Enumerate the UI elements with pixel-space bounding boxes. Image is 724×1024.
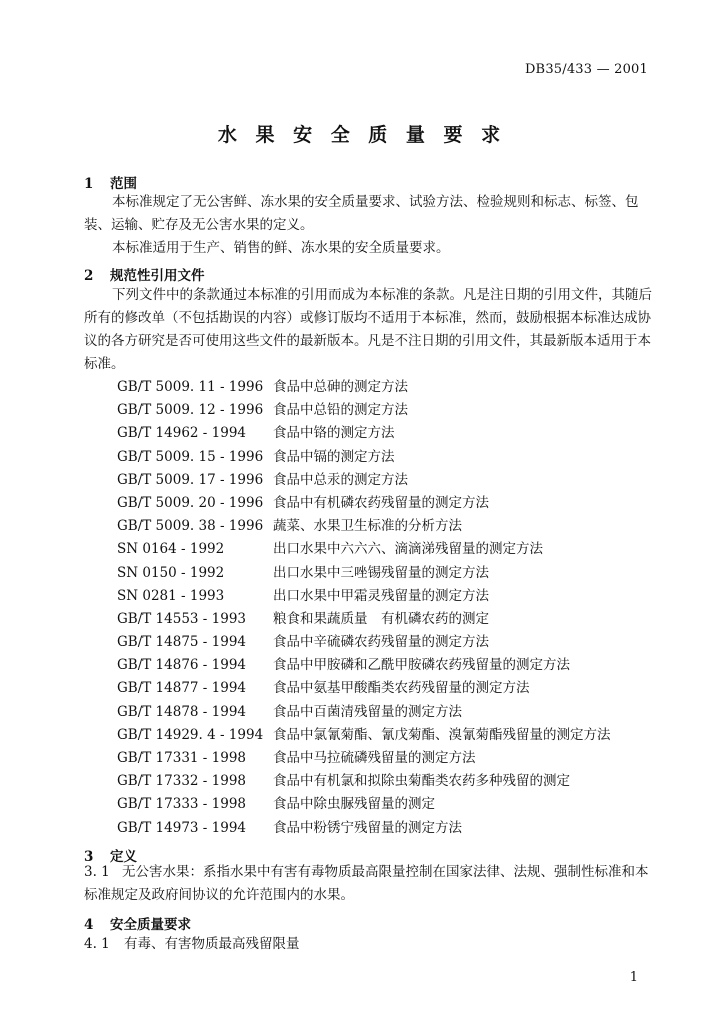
reference-row bbox=[117, 608, 653, 631]
section-title: 规范性引用文件 bbox=[110, 268, 205, 284]
reference-code: SN 0150 - 1992 bbox=[117, 564, 225, 581]
reference-row bbox=[117, 817, 653, 840]
reference-code: GB/T 14973 - 1994 bbox=[117, 819, 246, 836]
reference-row bbox=[117, 747, 653, 770]
reference-title: 食品中有机氯和拟除虫菊酯类农药多种残留的测定 bbox=[273, 773, 570, 790]
reference-code: GB/T 14553 - 1993 bbox=[117, 610, 246, 627]
item-number: 3. 1 bbox=[84, 864, 110, 880]
section-title: 安全质量要求 bbox=[110, 917, 191, 933]
reference-code: GB/T 5009. 15 - 1996 bbox=[117, 448, 264, 465]
reference-code: SN 0164 - 1992 bbox=[117, 541, 225, 558]
reference-row bbox=[117, 515, 653, 538]
reference-title: 出口水果中六六六、滴滴涕残留量的测定方法 bbox=[273, 541, 543, 558]
reference-code: GB/T 14878 - 1994 bbox=[117, 703, 246, 720]
section-2-paragraph: 下列文件中的条款通过本标准的引用而成为本标准的条款。凡是注日期的引用文件，其随后所有的修改单（不包括勘误的内容）或修订版均不适用于本标准，然而，鼓励根据本标准达成协议的各方研究是否可使用这些文件的最新版本。凡是不注日期的引用文件，其最新版本适用于本标准。 bbox=[84, 287, 652, 372]
reference-row bbox=[117, 422, 653, 445]
reference-row bbox=[117, 562, 653, 585]
reference-code: GB/T 17333 - 1998 bbox=[117, 796, 246, 813]
reference-code: GB/T 17332 - 1998 bbox=[117, 773, 246, 790]
reference-code: GB/T 17331 - 1998 bbox=[117, 750, 246, 766]
page-number: 1 bbox=[629, 970, 638, 985]
reference-title: 出口水果中三唑锡残留量的测定方法 bbox=[273, 564, 489, 581]
section-1-paragraph-2: 本标准适用于生产、销售的鲜、冻水果的安全质量要求。 bbox=[112, 240, 450, 256]
section-4-1-paragraph bbox=[84, 933, 654, 956]
section-number: 1 bbox=[84, 176, 94, 192]
reference-row bbox=[117, 376, 653, 399]
reference-title: 食品中氨基甲酸酯类农药残留量的测定方法 bbox=[273, 680, 530, 697]
section-4-heading bbox=[84, 913, 191, 933]
reference-row bbox=[117, 770, 653, 793]
section-number: 2 bbox=[84, 268, 94, 284]
item-text: 有毒、有害物质最高残留限量 bbox=[124, 936, 300, 952]
reference-code: GB/T 14929. 4 - 1994 bbox=[117, 726, 264, 743]
reference-row bbox=[117, 793, 653, 816]
reference-code: GB/T 5009. 20 - 1996 bbox=[117, 494, 264, 511]
reference-code: GB/T 14962 - 1994 bbox=[117, 425, 246, 442]
reference-code: GB/T 5009. 17 - 1996 bbox=[117, 471, 264, 488]
reference-title: 食品中甲胺磷和乙酰甲胺磷农药残留量的测定方法 bbox=[273, 657, 570, 674]
reference-row bbox=[117, 654, 653, 677]
section-2-heading bbox=[84, 264, 205, 284]
reference-title: 食品中氯氰菊酯、氰戊菊酯、溴氰菊酯残留量的测定方法 bbox=[273, 726, 611, 743]
standard-code: DB35/433 — 2001 bbox=[524, 62, 648, 77]
reference-code: GB/T 5009. 38 - 1996 bbox=[117, 518, 264, 535]
reference-row bbox=[117, 399, 653, 422]
reference-title: 食品中铬的测定方法 bbox=[273, 425, 395, 442]
reference-title: 食品中总汞的测定方法 bbox=[273, 471, 408, 488]
reference-title: 粮食和果蔬质量 有机磷农药的测定 bbox=[273, 610, 489, 627]
section-number: 4 bbox=[84, 917, 94, 933]
reference-title: 出口水果中甲霜灵残留量的测定方法 bbox=[273, 587, 489, 604]
reference-row bbox=[117, 446, 653, 469]
reference-list bbox=[117, 376, 653, 840]
item-text: 无公害水果：系指水果中有害有毒物质最高限量控制在国家法律、法规、强制性标准和本标准规定及政府间协议的允许范围内的水果。 bbox=[84, 864, 649, 903]
reference-title: 食品中有机磷农药残留量的测定方法 bbox=[273, 494, 489, 511]
reference-title: 食品中辛硫磷农药残留量的测定方法 bbox=[273, 634, 489, 651]
section-1-heading bbox=[84, 172, 137, 192]
section-1-paragraph-1: 本标准规定了无公害鲜、冻水果的安全质量要求、试验方法、检验规则和标志、标签、包装、运输、贮存及无公害水果的定义。 bbox=[84, 194, 639, 233]
reference-row bbox=[117, 724, 653, 747]
reference-title: 食品中百菌清残留量的测定方法 bbox=[273, 703, 462, 720]
reference-title: 食品中总铅的测定方法 bbox=[273, 402, 408, 419]
reference-code: GB/T 14877 - 1994 bbox=[117, 680, 246, 697]
reference-title: 蔬菜、水果卫生标准的分析方法 bbox=[273, 518, 462, 535]
reference-row bbox=[117, 538, 653, 561]
reference-title: 食品中除虫脲残留量的测定 bbox=[273, 796, 435, 813]
reference-row bbox=[117, 492, 653, 515]
item-number: 4. 1 bbox=[84, 936, 110, 952]
reference-code: GB/T 5009. 12 - 1996 bbox=[117, 402, 264, 419]
reference-title: 食品中总砷的测定方法 bbox=[273, 379, 408, 395]
reference-title: 食品中马拉硫磷残留量的测定方法 bbox=[273, 750, 476, 766]
section-number: 3 bbox=[84, 849, 94, 865]
reference-row bbox=[117, 677, 653, 700]
reference-row bbox=[117, 701, 653, 724]
section-title: 定义 bbox=[110, 849, 137, 865]
reference-code: GB/T 14876 - 1994 bbox=[117, 657, 246, 674]
reference-row bbox=[117, 469, 653, 492]
reference-title: 食品中镉的测定方法 bbox=[273, 448, 395, 465]
reference-row bbox=[117, 631, 653, 654]
document-title: 水 果 安 全 质 量 要 求 bbox=[217, 124, 507, 146]
section-3-1-paragraph bbox=[84, 861, 658, 907]
reference-row bbox=[117, 585, 653, 608]
reference-code: GB/T 14875 - 1994 bbox=[117, 634, 246, 651]
reference-code: GB/T 5009. 11 - 1996 bbox=[117, 379, 264, 395]
reference-code: SN 0281 - 1993 bbox=[117, 587, 225, 604]
section-title: 范围 bbox=[110, 176, 137, 192]
reference-title: 食品中粉锈宁残留量的测定方法 bbox=[273, 819, 462, 836]
